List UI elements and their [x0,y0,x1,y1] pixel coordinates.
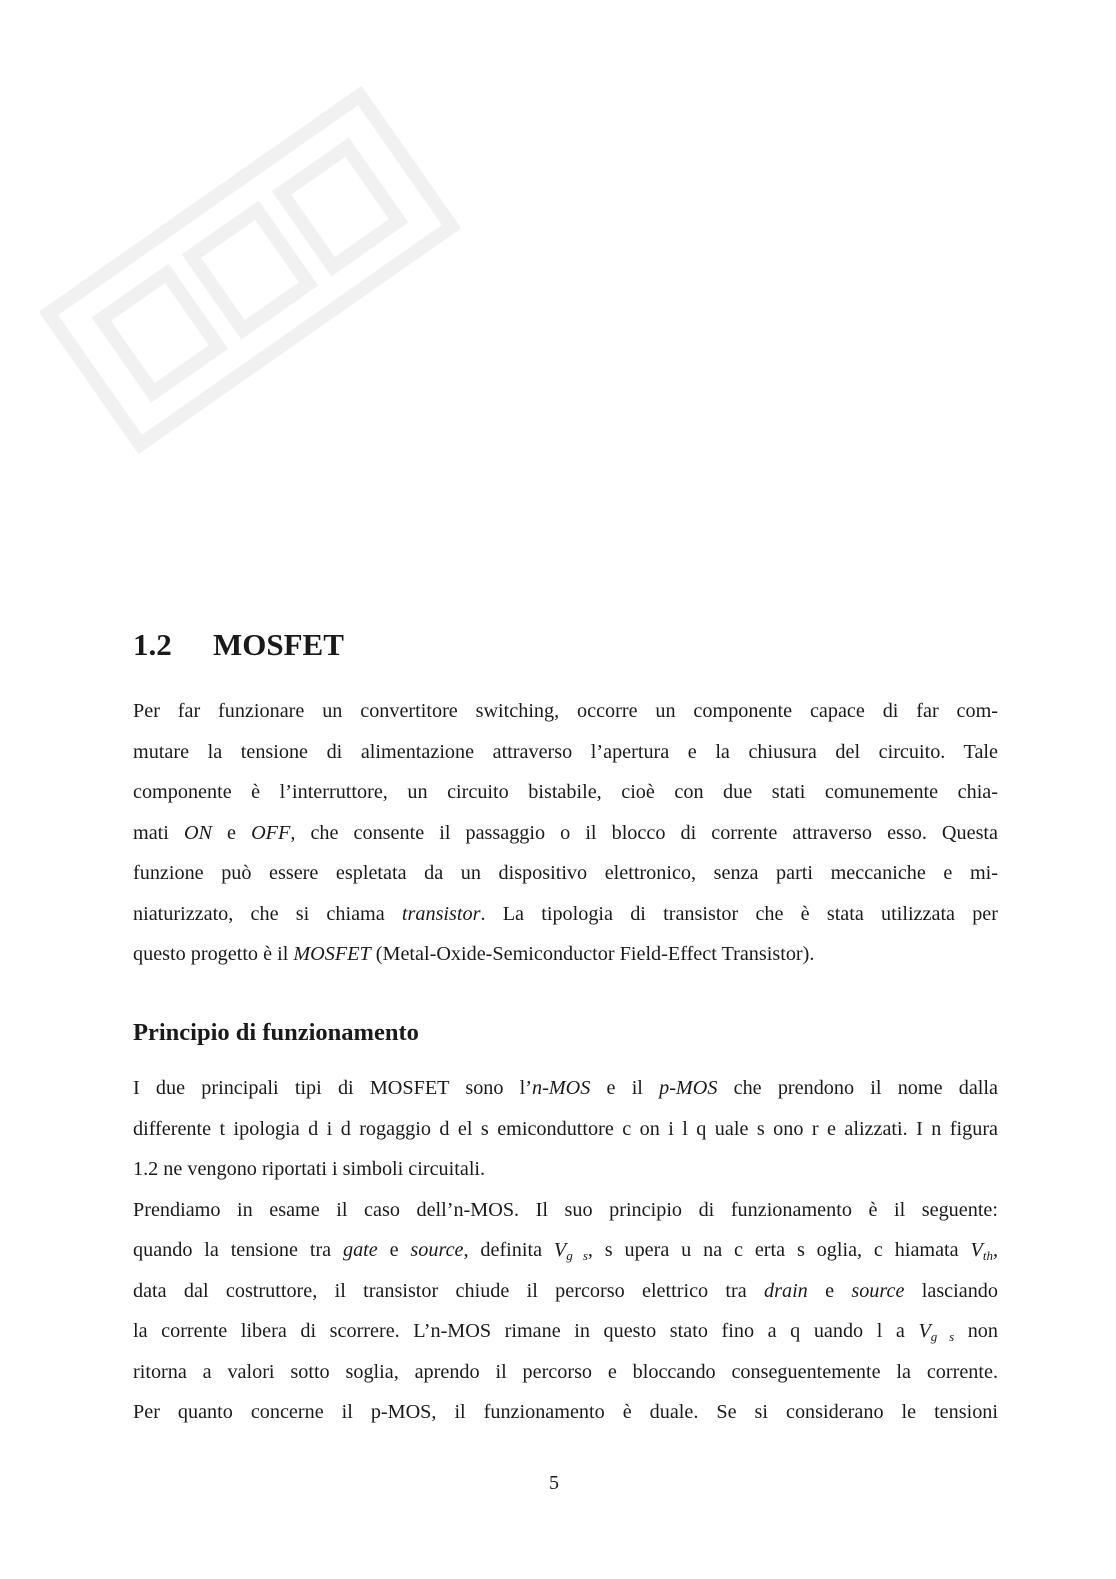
symbol-vgs: $V_{g s}$ [553,1239,588,1263]
text-line: componente è l’interruttore, un circuito bistabile, cioè con due stati comunemente chia- [133,781,998,803]
text-line: Per quanto concerne il p-MOS, il funzionamento è duale. Se si considerano le tensioni [133,1401,998,1423]
term-transistor: transistor [401,902,481,925]
text-line: mati ON e OFF, che consente il passaggio o il blocco di corrente attraverso esso. Questa [133,821,998,844]
term-mosfet: MOSFET [293,943,371,965]
term-source: source [410,1239,464,1261]
text-line: ritorna a valori sotto soglia, aprendo il percorso e bloccando conseguentemente la corrente. [133,1360,998,1383]
text-line: Prendiamo in esame il caso dell’n-MOS. Il suo principio di funzionamento è il seguente: [133,1198,998,1221]
term-drain: drain [764,1279,808,1302]
term-on: ON [183,821,212,844]
text-line: mutare la tensione di alimentazione attraverso l’apertura e la chiusura del circuito. Tale [133,740,998,763]
text-line: questo progetto è il MOSFET (Metal-Oxide-Semiconductor Field-Effect Transistor). [133,943,815,965]
symbol-vth: $V_{th}$ [970,1239,993,1263]
term-off: OFF [251,821,291,844]
text-line: Per far funzionare un convertitore switching, occorre un componente capace di far com- [133,700,998,722]
text-line: I due principali tipi di MOSFET sono l’n-MOS e il p-MOS che prendono il nome dalla [133,1077,998,1099]
term-pmos: p-MOS [659,1077,718,1099]
text-line: data dal costruttore, il transistor chiude il percorso elettrico tra drain e source lasciando [133,1279,998,1302]
text-line: niaturizzato, che si chiama transistor. La tipologia di transistor che è stata utilizzata per [133,902,998,925]
section-title: MOSFET [213,627,344,662]
text-line: la corrente libera di scorrere. L’n-MOS rimane in questo stato fino a q uando l a $V_{g s}$ non [133,1320,998,1344]
section-number: 1.2 [133,627,172,662]
text-line: funzione può essere espletata da un dispositivo elettronico, senza parti meccaniche e mi- [133,862,998,884]
symbol-vgs: $V_{g s}$ [918,1320,955,1344]
paragraph-intro [133,691,998,975]
page-number: 5 [549,1472,559,1494]
text-line: differente t ipologia d i d rogaggio d el s emiconduttore c on i l q uale s ono r e alizzati. I n figura [133,1117,998,1140]
subsection-heading: Principio di funzionamento [133,1019,419,1046]
watermark-logo [20,40,480,500]
paragraph-principle [133,1068,998,1433]
text-line: 1.2 ne vengono riportati i simboli circuitali. [133,1158,486,1180]
term-gate: gate [342,1239,378,1261]
section-heading [133,622,344,668]
text-line: quando la tensione tra gate e source, definita $V_{g s}$, s upera u na c erta s oglia, c hiamata $V_{th}$, [133,1239,998,1263]
term-nmos: n-MOS [532,1077,591,1099]
term-source: source [851,1279,905,1302]
